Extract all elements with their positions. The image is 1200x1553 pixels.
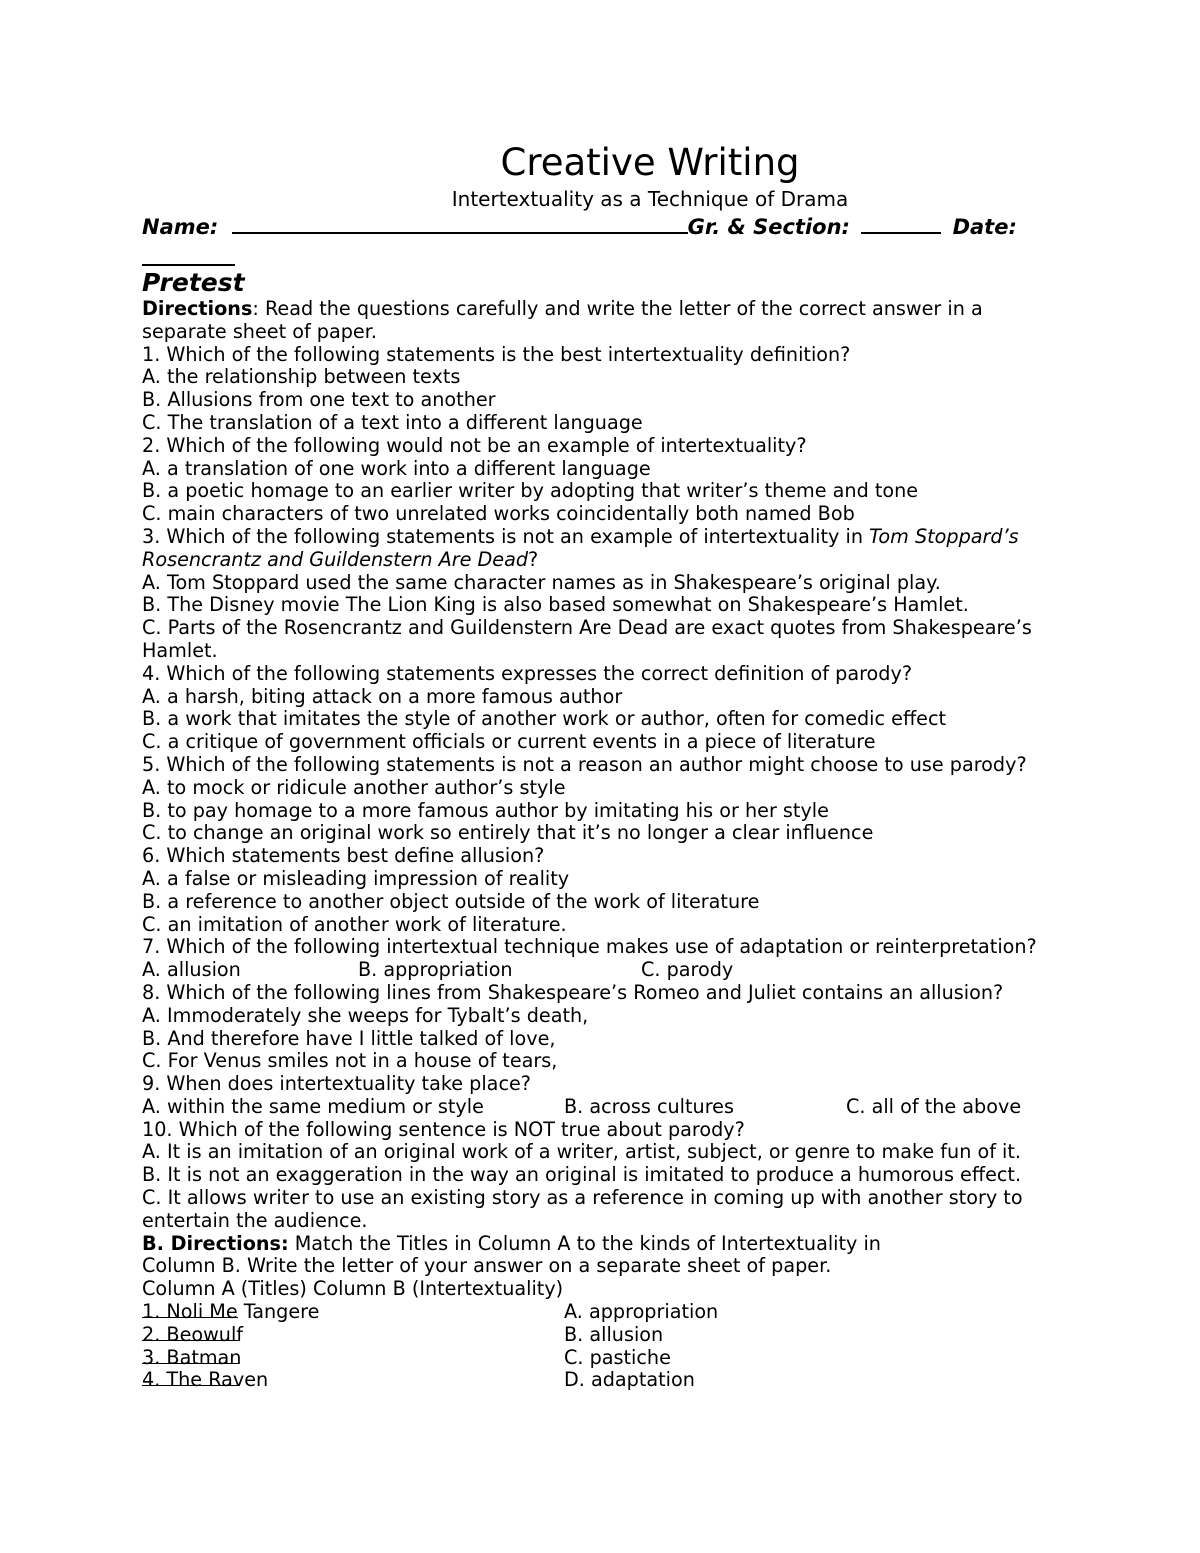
question-6: 6. Which statements best define allusion? <box>142 844 545 868</box>
name-label: Name: <box>142 215 219 239</box>
part-b-directions-line-2: Column B. Write the letter of your answer on a separate sheet of paper. <box>142 1254 832 1278</box>
section-blank <box>861 212 941 234</box>
question-2-option-b: B. a poetic homage to an earlier writer by adopting that writer’s theme and tone <box>142 479 919 503</box>
columns-header: Column A (Titles) Column B (Intertextuality) <box>142 1277 564 1301</box>
question-8-option-c: C. For Venus smiles not in a house of tears, <box>142 1049 558 1073</box>
question-9-option-a: A. within the same medium or style <box>142 1094 484 1118</box>
column-a-title: 4. The Raven <box>142 1368 269 1392</box>
date-label: Date: <box>952 215 1017 239</box>
question-3-end: ? <box>528 547 539 571</box>
part-b-directions <box>142 1233 1082 1256</box>
part-b-text: Match the Titles in Column A to the kinds of Intertextuality in <box>288 1231 881 1255</box>
question-3-option-a: A. Tom Stoppard used the same character names as in Shakespeare’s original play. <box>142 570 941 594</box>
question-9-options <box>142 1096 1082 1119</box>
question-9: 9. When does intertextuality take place? <box>142 1072 531 1096</box>
question-5-option-a: A. to mock or ridicule another author’s style <box>142 775 566 799</box>
column-b-item: A. appropriation <box>564 1300 719 1324</box>
column-a-title: 1. Noli Me Tangere <box>142 1300 320 1324</box>
question-3-option-b: B. The Disney movie The Lion King is also based somewhat on Shakespeare’s Hamlet. <box>142 593 969 617</box>
question-3-line-2 <box>142 549 1082 572</box>
question-3 <box>142 526 1082 549</box>
matching-row-4 <box>142 1369 1082 1392</box>
column-b-item: C. pastiche <box>564 1345 671 1369</box>
question-3-option-c: C. Parts of the Rosencrantz and Guildenstern Are Dead are exact quotes from Shakespeare’s <box>142 616 1032 640</box>
question-8-option-b: B. And therefore have I little talked of love, <box>142 1026 556 1050</box>
student-info-line <box>142 212 1082 242</box>
question-2-option-a: A. a translation of one work into a different language <box>142 456 651 480</box>
question-2-option-c: C. main characters of two unrelated works coincidentally both named Bob <box>142 502 855 526</box>
date-blank <box>142 240 235 266</box>
question-6-option-c: C. an imitation of another work of literature. <box>142 912 567 936</box>
question-7: 7. Which of the following intertextual technique makes use of adaptation or reinterpretation? <box>142 935 1037 959</box>
question-10-option-c: C. It allows writer to use an existing story as a reference in coming up with another story to <box>142 1186 1023 1210</box>
question-1: 1. Which of the following statements is the best intertextuality definition? <box>142 342 851 366</box>
question-10-option-c-line-2: entertain the audience. <box>142 1208 368 1232</box>
question-3-author: Tom Stoppard’s <box>869 524 1019 548</box>
question-2: 2. Which of the following would not be an example of intertextuality? <box>142 433 807 457</box>
question-8-option-a: A. Immoderately she weeps for Tybalt’s death, <box>142 1003 589 1027</box>
question-5: 5. Which of the following statements is not a reason an author might choose to use parody? <box>142 752 1027 776</box>
directions-label: Directions <box>142 297 253 320</box>
question-4-option-c: C. a critique of government officials or current events in a piece of literature <box>142 730 876 754</box>
question-1-option-a: A. the relationship between texts <box>142 365 461 389</box>
name-blank <box>232 212 688 234</box>
question-9-option-b: B. across cultures <box>564 1094 734 1118</box>
matching-row-1 <box>142 1301 1082 1324</box>
question-10-option-a: A. It is an imitation of an original work of a writer, artist, subject, or genre to make fun of it. <box>142 1140 1022 1164</box>
pretest-heading: Pretest <box>142 268 245 297</box>
question-10-option-b: B. It is not an exaggeration in the way an original is imitated to produce a humorous effect. <box>142 1163 1022 1187</box>
question-4-option-b: B. a work that imitates the style of another work or author, often for comedic effect <box>142 707 947 731</box>
part-b-label: B. Directions: <box>142 1231 289 1255</box>
question-4-option-a: A. a harsh, biting attack on a more famous author <box>142 684 623 708</box>
directions-line-2: separate sheet of paper. <box>142 319 377 343</box>
section-label: Gr. & Section: <box>687 215 850 239</box>
column-b-item: D. adaptation <box>564 1368 695 1392</box>
page-subtitle: Intertextuality as a Technique of Drama <box>451 187 849 211</box>
question-3-play-title: Rosencrantz and Guildenstern Are Dead <box>142 547 529 571</box>
page-title: Creative Writing <box>500 141 800 184</box>
question-6-option-b: B. a reference to another object outside of the work of literature <box>142 889 760 913</box>
question-7-option-b: B. appropriation <box>358 958 513 982</box>
matching-row-3 <box>142 1347 1082 1370</box>
question-7-option-c: C. parody <box>641 958 734 982</box>
question-9-option-c: C. all of the above <box>846 1094 1022 1118</box>
question-6-option-a: A. a false or misleading impression of reality <box>142 866 570 890</box>
question-3-option-c-line-2: Hamlet. <box>142 638 218 662</box>
question-5-option-b: B. to pay homage to a more famous author by imitating his or her style <box>142 798 829 822</box>
question-7-options <box>142 959 1082 982</box>
question-4: 4. Which of the following statements expresses the correct definition of parody? <box>142 661 913 685</box>
question-1-option-c: C. The translation of a text into a different language <box>142 410 643 434</box>
matching-row-2 <box>142 1324 1082 1347</box>
column-b-item: B. allusion <box>564 1322 664 1346</box>
question-1-option-b: B. Allusions from one text to another <box>142 388 496 412</box>
directions-line <box>142 298 1082 321</box>
directions-text: : Read the questions carefully and write the letter of the correct answer in a <box>252 297 983 320</box>
question-7-option-a: A. allusion <box>142 958 241 982</box>
question-10: 10. Which of the following sentence is NOT true about parody? <box>142 1117 745 1141</box>
column-a-title: 2. Beowulf <box>142 1322 244 1346</box>
pretest-body <box>142 298 1082 1392</box>
column-a-title: 3. Batman <box>142 1345 242 1369</box>
question-5-option-c: C. to change an original work so entirely that it’s no longer a clear influence <box>142 821 874 845</box>
question-3-text: 3. Which of the following statements is not an example of intertextuality in <box>142 524 870 548</box>
question-8: 8. Which of the following lines from Shakespeare’s Romeo and Juliet contains an allusion? <box>142 980 1004 1004</box>
